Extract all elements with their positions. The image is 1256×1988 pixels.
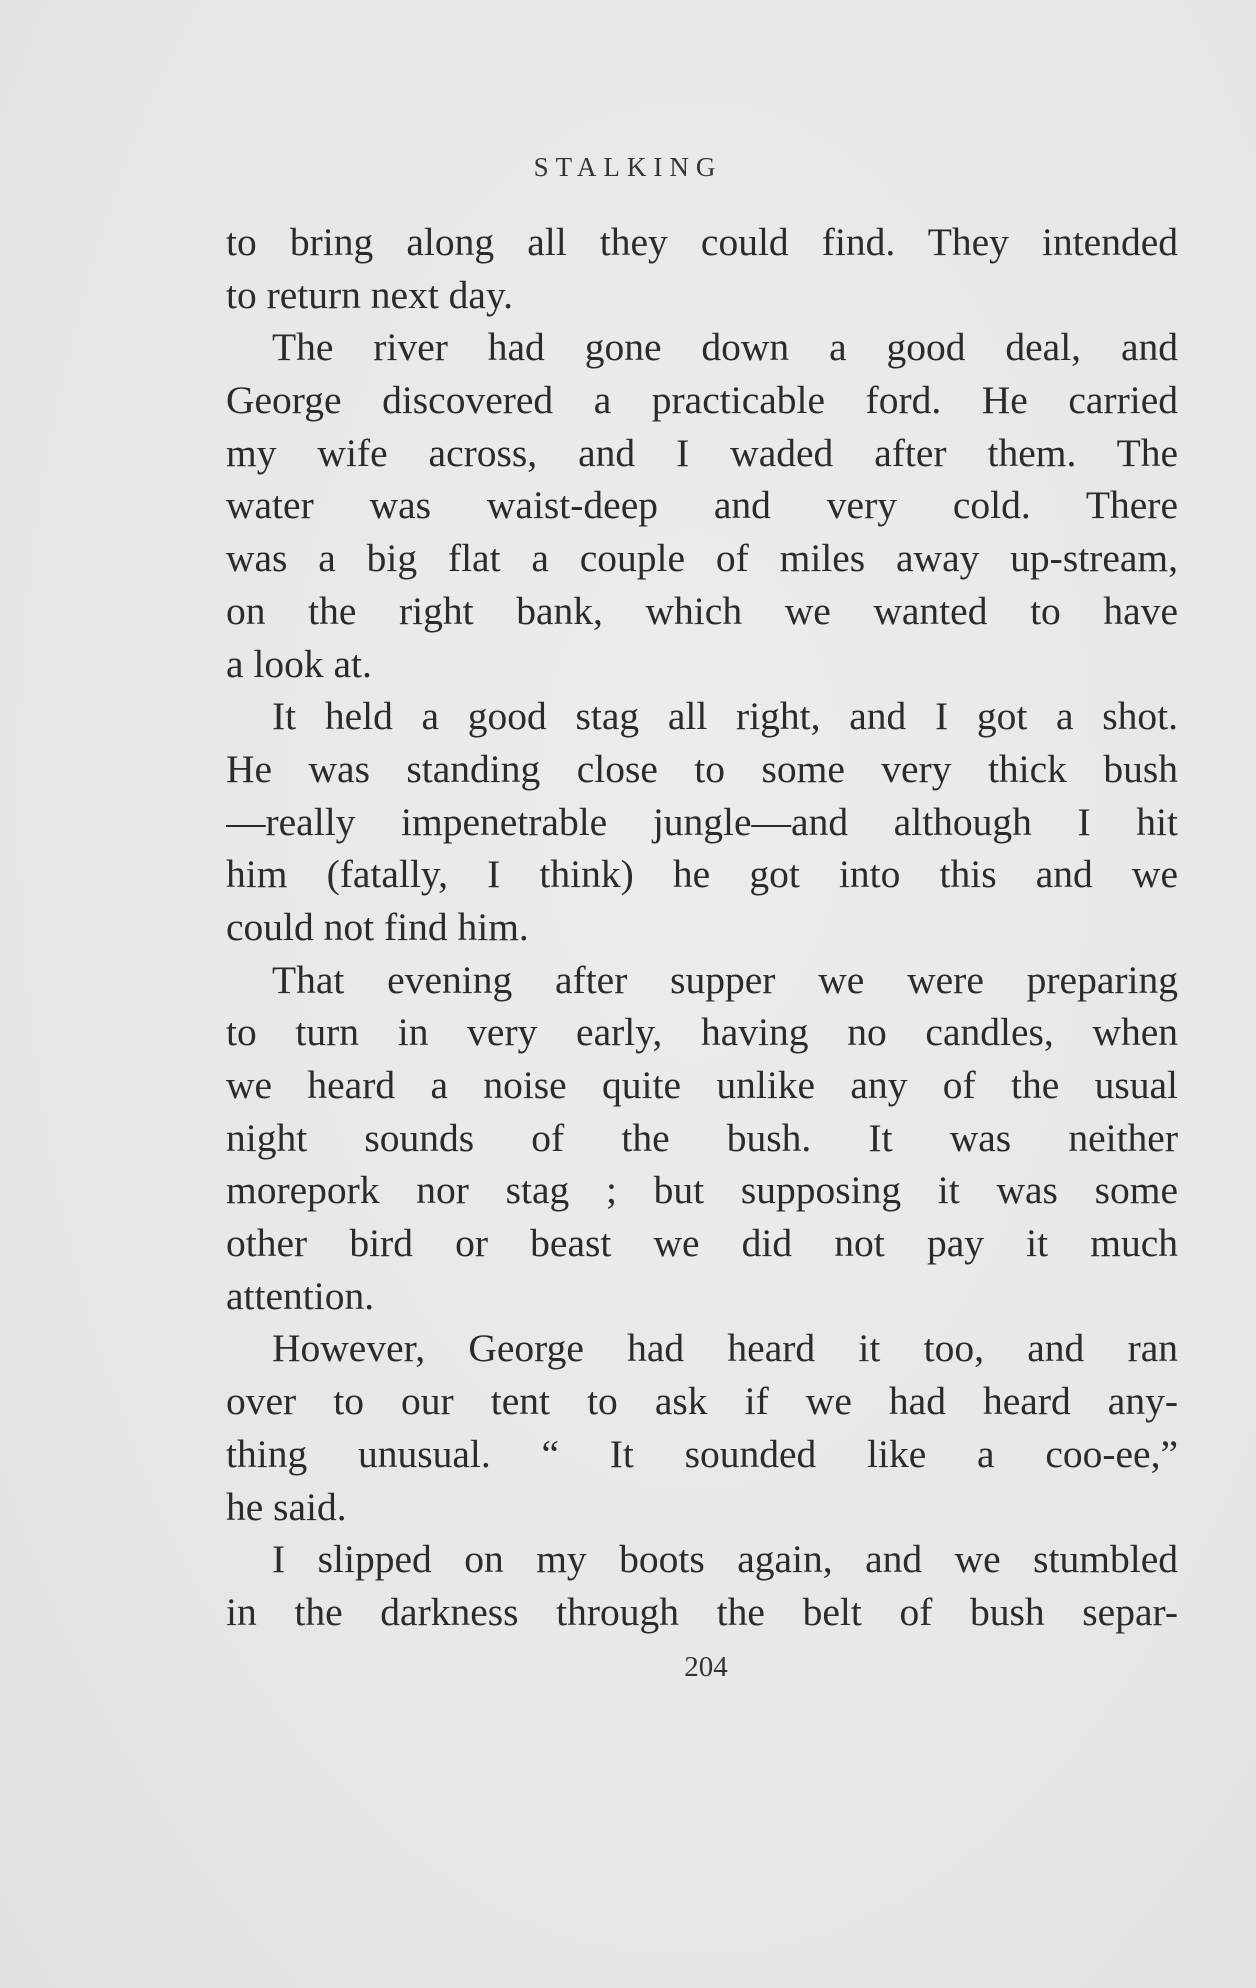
text-line: George discovered a practicable ford. He carried <box>226 378 1178 423</box>
page-number: 204 <box>684 1651 728 1683</box>
text-line: in the darkness through the belt of bush separ- <box>226 1589 1178 1634</box>
text-line: That evening after supper we were preparing <box>272 957 1178 1002</box>
text-line: my wife across, and I waded after them. The <box>226 430 1178 475</box>
text-line: to bring along all they could find. They intended <box>226 220 1178 264</box>
text-line: to return next day. <box>226 272 514 317</box>
text-line: night sounds of the bush. It was neither <box>226 1115 1178 1160</box>
text-line: on the right bank, which we wanted to have <box>226 588 1178 633</box>
text-line: It held a good stag all right, and I got a shot. <box>272 694 1178 739</box>
text-line: morepork nor stag ; but supposing it was some <box>226 1168 1178 1213</box>
text-line: he said. <box>226 1484 347 1529</box>
body-text <box>226 216 1178 1639</box>
text-line: a look at. <box>226 641 372 686</box>
text-line: The river had gone down a good deal, and <box>272 325 1178 370</box>
text-line: over to our tent to ask if we had heard any- <box>226 1379 1178 1424</box>
text-line: him (fatally, I think) he got into this and we <box>226 852 1178 897</box>
running-head: STALKING <box>533 152 723 182</box>
text-line: water was waist-deep and very cold. There <box>226 483 1178 528</box>
text-line: was a big flat a couple of miles away up-stream, <box>226 536 1178 581</box>
text-line: we heard a noise quite unlike any of the usual <box>226 1063 1178 1107</box>
text-line: thing unusual. “ It sounded like a coo-ee,” <box>226 1431 1178 1476</box>
text-line: could not find him. <box>226 904 529 949</box>
text-line: He was standing close to some very thick bush <box>226 746 1178 791</box>
text-line: to turn in very early, having no candles, when <box>226 1010 1178 1055</box>
text-line: I slipped on my boots again, and we stumbled <box>272 1537 1178 1582</box>
text-line: —really impenetrable jungle—and although I hit <box>226 799 1178 844</box>
text-line: attention. <box>226 1273 375 1318</box>
text-line: However, George had heard it too, and ran <box>272 1326 1178 1371</box>
text-line: other bird or beast we did not pay it much <box>226 1221 1178 1266</box>
